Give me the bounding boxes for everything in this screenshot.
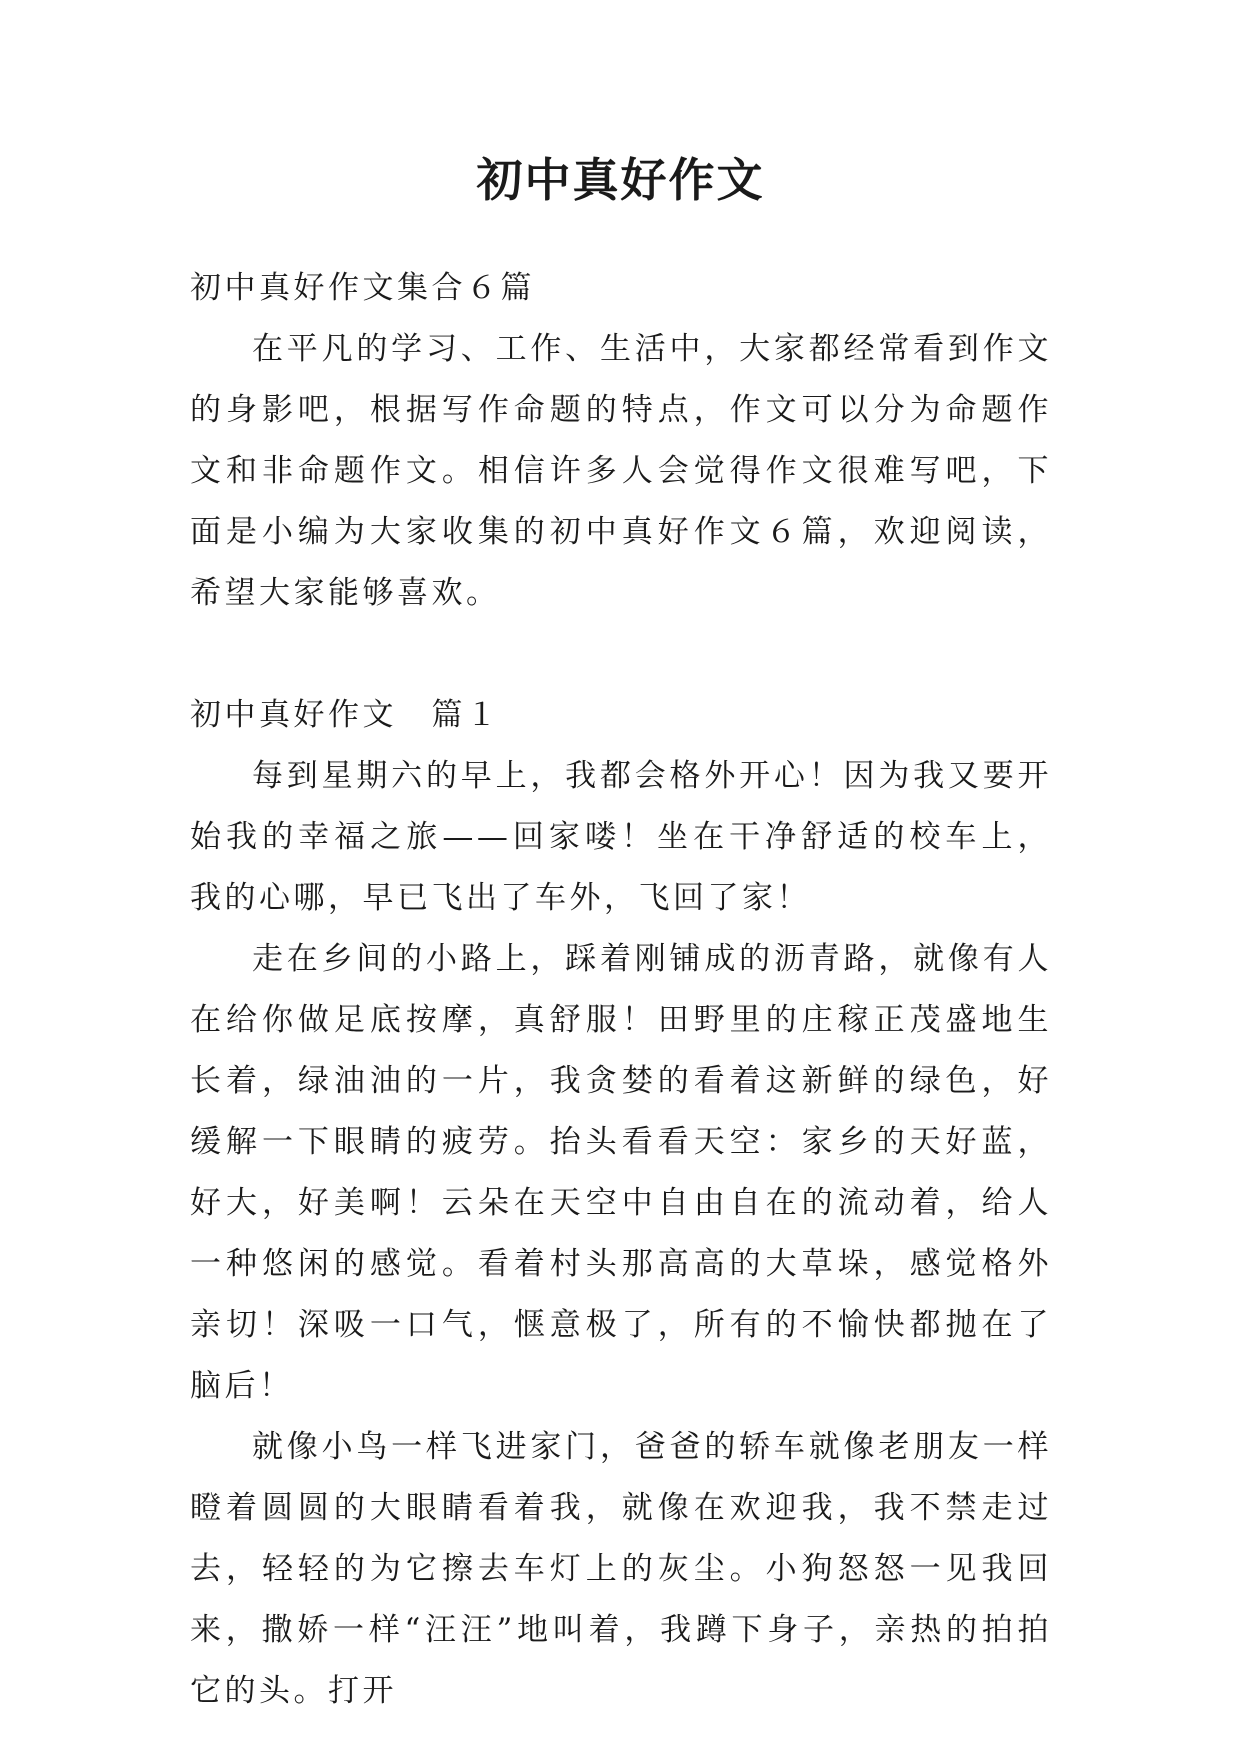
body-paragraph: 每到星期六的早上，我都会格外开心！因为我又要开始我的幸福之旅——回家喽！坐在干净舒适的校车上，我的心哪，早已飞出了车外，飞回了家！ [190,758,1052,916]
intro-paragraph: 在平凡的学习、工作、生活中，大家都经常看到作文的身影吧，根据写作命题的特点，作文可以分为命题作文和非命题作文。相信许多人会觉得作文很难写吧，下面是小编为大家收集的初中真好作文６篇，欢迎阅读，希望大家能够喜欢。 [190,331,1052,611]
section-spacer [190,624,1052,685]
document-body [190,258,1052,1722]
body-paragraph: 就像小鸟一样飞进家门，爸爸的轿车就像老朋友一样瞪着圆圆的大眼睛看着我，就像在欢迎我，我不禁走过去，轻轻的为它擦去车灯上的灰尘。小狗怒怒一见我回来，撒娇一样“汪汪”地叫着，我蹲下身子，亲热的拍拍它的头。打开 [190,1429,1052,1709]
section-heading: 初中真好作文 篇１ [190,697,501,733]
collection-heading: 初中真好作文集合６篇 [190,270,535,306]
document-title: 初中真好作文 [476,153,765,207]
body-paragraph: 走在乡间的小路上，踩着刚铺成的沥青路，就像有人在给你做足底按摩，真舒服！田野里的庄稼正茂盛地生长着，绿油油的一片，我贪婪的看着这新鲜的绿色，好缓解一下眼睛的疲劳。抬头看看天空：家乡的天好蓝，好大，好美啊！云朵在天空中自由自在的流动着，给人一种悠闲的感觉。看着村头那高高的大草垛，感觉格外亲切！深吸一口气，惬意极了，所有的不愉快都抛在了脑后！ [190,941,1052,1404]
